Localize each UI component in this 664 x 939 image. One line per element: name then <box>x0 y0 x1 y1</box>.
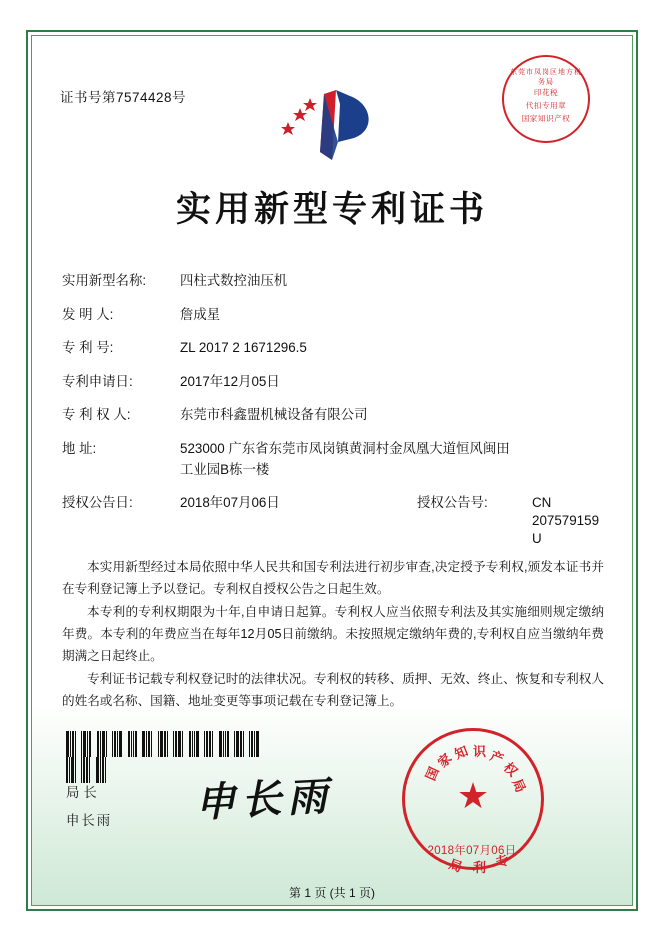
tax-stamp-line1: 印花税 <box>533 88 559 97</box>
field-label: 专 利 权 人: <box>62 407 131 422</box>
cnipa-logo-icon <box>280 86 390 168</box>
field-label: 地 址: <box>62 440 97 456</box>
field-value: 詹成星 <box>180 306 221 322</box>
paragraph: 本专利的专利权期限为十年,自申请日起算。专利权人应当依照专利法及其实施细则规定缴纳年费。本专利的年费应当在每年12月05日前缴纳。未按照规定缴纳年费的,专利权自应当缴纳年费期满之日起终止。 <box>62 605 604 663</box>
paragraph: 本实用新型经过本局依照中华人民共和国专利法进行初步审查,决定授予专利权,颁发本证书并在专利登记簿上予以登记。专利权自授权公告之日起生效。 <box>62 560 604 596</box>
handwritten-signature: 申长雨 <box>194 772 335 827</box>
official-seal-arc-text: 国 家 知 识 产 权 局 专 利 局 <box>423 744 528 876</box>
tax-stamp-line3: 国家知识产权 <box>521 114 571 123</box>
announcement-number-value: CN 207579159 U <box>532 495 600 546</box>
field-value: 四柱式数控油压机 <box>180 273 288 288</box>
field-value-continued: 工业园B栋一楼 <box>180 461 270 477</box>
field-value: 2017年12月05日 <box>180 373 280 389</box>
field-row-announcement <box>62 494 604 546</box>
tax-stamp-arc-text: 东莞市凤岗区地方税务局 <box>510 69 582 86</box>
field-value: 东莞市科鑫盟机械设备有限公司 <box>180 407 368 422</box>
barcode <box>66 731 266 757</box>
tax-stamp-line2: 代扣专用章 <box>525 101 567 110</box>
field-row-patent-number <box>62 339 604 357</box>
announcement-number-label: 授权公告号: <box>417 495 488 510</box>
tax-stamp <box>502 55 590 143</box>
field-row-address <box>62 440 604 479</box>
field-row-patentee <box>62 406 604 424</box>
legal-text-block <box>62 556 604 713</box>
field-label: 专利申请日: <box>62 373 133 389</box>
field-label: 专 利 号: <box>62 340 114 355</box>
field-value: ZL 2017 2 1671296.5 <box>180 340 307 355</box>
document-title: 实用新型专利证书 <box>175 190 488 230</box>
field-list <box>62 272 604 546</box>
seal-date: 2018年07月06日 <box>427 845 517 857</box>
page-footer: 第 1 页 (共 1 页) <box>288 886 375 900</box>
field-row-utility-model-name <box>62 272 604 290</box>
paragraph: 专利证书记载专利权登记时的法律状况。专利权的转移、质押、无效、终止、恢复和专利权人的姓名或名称、国籍、地址变更等事项记载在专利登记簿上。 <box>62 672 604 708</box>
certificate-number: 证书号第7574428号 <box>60 90 187 105</box>
field-row-application-date <box>62 373 604 391</box>
field-value: 2018年07月06日 <box>180 495 280 510</box>
director-label: 局长 <box>66 785 101 800</box>
star-icon: ★ <box>456 775 490 817</box>
field-label: 授权公告日: <box>62 495 133 510</box>
field-row-inventor <box>62 306 604 324</box>
field-label: 实用新型名称: <box>62 273 147 288</box>
director-name: 申长雨 <box>66 813 113 828</box>
field-label: 发 明 人: <box>62 306 114 322</box>
field-value: 523000 广东省东莞市凤岗镇黄洞村金凤凰大道恒风闽田 <box>180 440 510 456</box>
